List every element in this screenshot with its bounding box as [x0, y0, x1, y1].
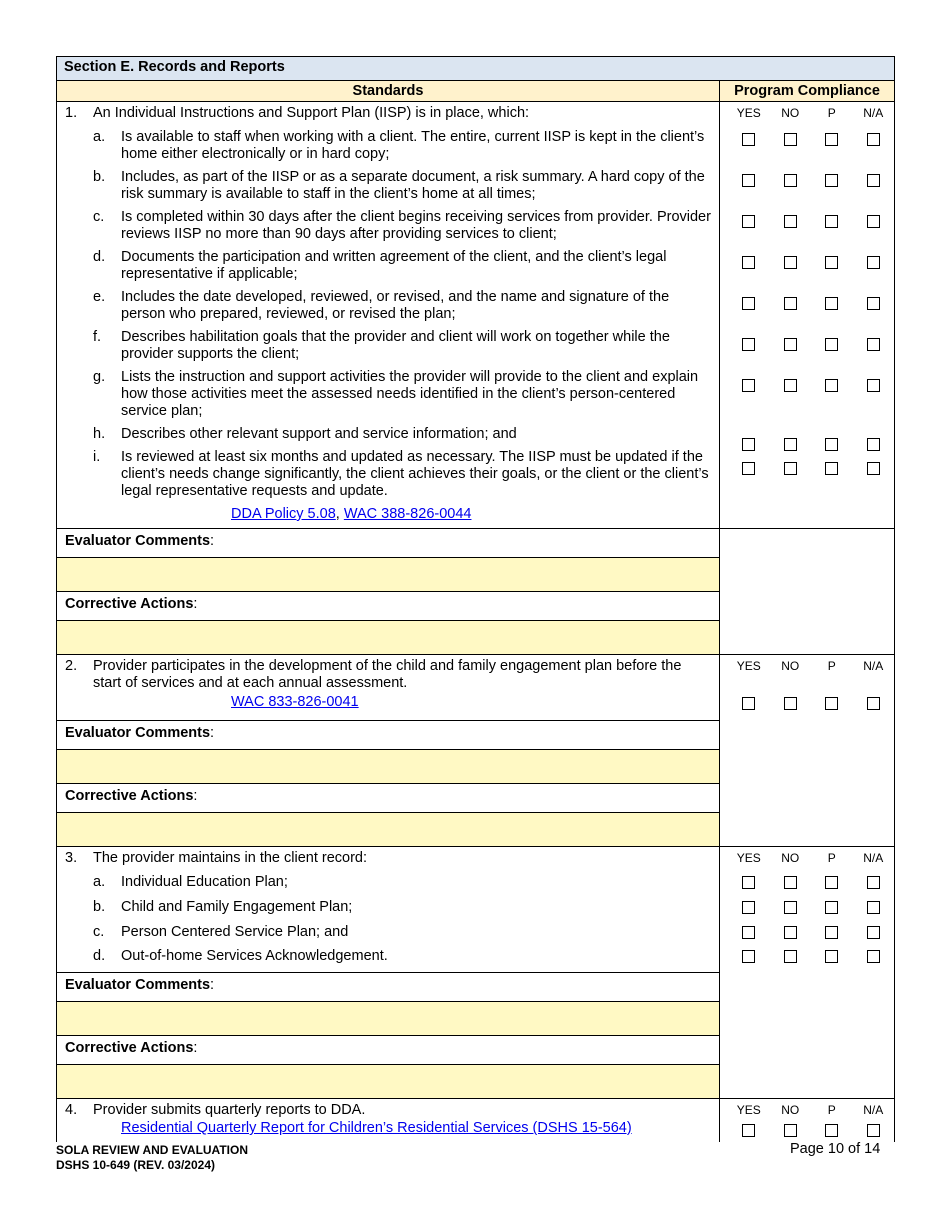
checkbox-na[interactable]	[867, 338, 880, 351]
item-1-compliance	[720, 102, 895, 529]
sub-text: Is completed within 30 days after the client begins receiving services from provider. Provider reviews IISP no more than 90 days after providing services to client;	[121, 209, 711, 242]
form-page	[56, 56, 894, 1142]
link-separator: ,	[335, 506, 344, 522]
sub-text: Includes, as part of the IISP or as a separate document, a risk summary. A hard copy of the risk summary is available to staff in the client’s home at all times;	[121, 169, 705, 202]
label-colon: :	[210, 533, 215, 549]
checkbox-p[interactable]	[825, 697, 838, 710]
checkbox-p[interactable]	[825, 133, 838, 146]
item-2-corrective-actions-label	[57, 784, 720, 813]
item-2-evaluator-comments-field[interactable]	[57, 750, 720, 784]
no-label: NO	[781, 851, 800, 865]
p-label: P	[827, 851, 836, 865]
item-1-evaluator-comments-field[interactable]	[57, 558, 720, 592]
checkbox-na[interactable]	[867, 174, 880, 187]
item-1-standard	[57, 102, 720, 529]
sub-text: Includes the date developed, reviewed, or revised, and the name and signature of the person who prepared, reviewed, or revised the plan;	[121, 289, 670, 322]
sub-text: Describes habilitation goals that the provider and client will work on together while the provider supports the client;	[121, 329, 670, 362]
item-text: Provider participates in the development of the child and family engagement plan before the start of services and at each annual assessment.	[93, 658, 682, 691]
no-label: NO	[781, 659, 800, 673]
checkbox-group-1f	[728, 336, 894, 352]
section-title: Section E. Records and Reports	[57, 57, 895, 81]
checkbox-no[interactable]	[784, 462, 797, 475]
wac-link[interactable]: WAC 388-826-0044	[343, 506, 472, 522]
item-number: 4.	[65, 1102, 78, 1118]
label-text: Evaluator Comments	[65, 977, 211, 993]
item-number: 1.	[65, 105, 78, 121]
checkbox-p[interactable]	[825, 438, 838, 451]
sub-letter: d.	[93, 948, 106, 964]
checkbox-no[interactable]	[784, 256, 797, 269]
checkbox-group-3d	[728, 948, 894, 964]
item-2-evaluator-comments-label	[57, 721, 720, 750]
label-colon: :	[210, 977, 215, 993]
quarterly-report-link[interactable]: Residential Quarterly Report for Children’s Residential Services (DSHS 15-564)	[121, 1120, 632, 1136]
checkbox-no[interactable]	[784, 133, 797, 146]
item-text: Provider submits quarterly reports to DDA.	[93, 1102, 366, 1118]
checkbox-na[interactable]	[867, 297, 880, 310]
sub-letter: e.	[93, 289, 106, 305]
item-text: An Individual Instructions and Support Plan (IISP) is in place, which:	[93, 105, 530, 121]
option-header	[728, 658, 894, 674]
yes-label: YES	[736, 851, 761, 865]
checkbox-group-4	[728, 1122, 894, 1138]
label-text: Corrective Actions	[65, 596, 194, 612]
checkbox-na[interactable]	[867, 950, 880, 963]
checkbox-no[interactable]	[784, 215, 797, 228]
label-text: Corrective Actions	[65, 788, 194, 804]
checkbox-p[interactable]	[825, 1124, 838, 1137]
label-colon: :	[193, 1040, 198, 1056]
sub-letter: b.	[93, 899, 106, 915]
checkbox-yes[interactable]	[742, 926, 755, 939]
checkbox-p[interactable]	[825, 174, 838, 187]
checkbox-na[interactable]	[867, 462, 880, 475]
item-4-references	[65, 1120, 711, 1137]
yes-label: YES	[736, 659, 761, 673]
item-1-right-blank	[720, 529, 895, 655]
sub-text: Individual Education Plan;	[121, 874, 288, 890]
checkbox-p[interactable]	[825, 926, 838, 939]
item-1-corrective-actions-field[interactable]	[57, 621, 720, 655]
sub-text: Out-of-home Services Acknowledgement.	[121, 948, 388, 964]
wac-link[interactable]: WAC 833-826-0041	[231, 694, 359, 710]
sub-text: Describes other relevant support and service information; and	[121, 426, 517, 442]
item-3-corrective-actions-field[interactable]	[57, 1065, 720, 1099]
p-label: P	[827, 106, 836, 120]
checkbox-yes[interactable]	[742, 215, 755, 228]
checkbox-p[interactable]	[825, 215, 838, 228]
p-label: P	[827, 659, 836, 673]
checkbox-no[interactable]	[784, 297, 797, 310]
item-3-standard	[57, 847, 720, 973]
checkbox-group-1b	[728, 172, 894, 188]
checkbox-yes[interactable]	[742, 876, 755, 889]
checkbox-p[interactable]	[825, 876, 838, 889]
checkbox-no[interactable]	[784, 697, 797, 710]
sub-text: Child and Family Engagement Plan;	[121, 899, 353, 915]
checkbox-yes[interactable]	[742, 256, 755, 269]
checkbox-no[interactable]	[784, 379, 797, 392]
item-2-standard	[57, 655, 720, 721]
checkbox-group-2	[728, 695, 894, 711]
checkbox-no[interactable]	[784, 438, 797, 451]
checkbox-no[interactable]	[784, 1124, 797, 1137]
item-1-corrective-actions-label	[57, 592, 720, 621]
checkbox-p[interactable]	[825, 462, 838, 475]
checkbox-na[interactable]	[867, 133, 880, 146]
checkbox-no[interactable]	[784, 901, 797, 914]
sub-letter: c.	[93, 209, 105, 225]
checkbox-yes[interactable]	[742, 133, 755, 146]
sub-letter: f.	[93, 329, 102, 345]
item-text: The provider maintains in the client record:	[93, 850, 368, 866]
footer-form-id: DSHS 10-649 (REV. 03/2024)	[56, 1158, 215, 1172]
item-2-references	[65, 694, 711, 711]
checkbox-group-1d	[728, 254, 894, 270]
sub-text: Person Centered Service Plan; and	[121, 924, 349, 940]
checkbox-p[interactable]	[825, 338, 838, 351]
item-2-corrective-actions-field[interactable]	[57, 813, 720, 847]
checkbox-no[interactable]	[784, 926, 797, 939]
yes-label: YES	[736, 1103, 761, 1117]
item-3-evaluator-comments-label	[57, 973, 720, 1002]
na-label: N/A	[863, 106, 884, 120]
checkbox-na[interactable]	[867, 926, 880, 939]
item-3-evaluator-comments-field[interactable]	[57, 1002, 720, 1036]
checkbox-yes[interactable]	[742, 950, 755, 963]
checkbox-group-1g	[728, 377, 894, 393]
no-label: NO	[781, 1103, 800, 1117]
checkbox-no[interactable]	[784, 174, 797, 187]
compliance-header: Program Compliance	[720, 81, 895, 102]
compliance-table	[56, 56, 895, 1142]
na-label: N/A	[863, 1103, 884, 1117]
checkbox-p[interactable]	[825, 297, 838, 310]
label-colon: :	[193, 788, 198, 804]
checkbox-group-3c	[728, 924, 894, 940]
checkbox-na[interactable]	[867, 697, 880, 710]
checkbox-yes[interactable]	[742, 438, 755, 451]
na-label: N/A	[863, 659, 884, 673]
dda-policy-link[interactable]: DDA Policy 5.08	[231, 506, 336, 522]
option-header	[728, 1102, 894, 1118]
item-1-references	[65, 506, 711, 523]
checkbox-na[interactable]	[867, 215, 880, 228]
label-text: Evaluator Comments	[65, 533, 211, 549]
checkbox-yes[interactable]	[742, 901, 755, 914]
checkbox-no[interactable]	[784, 338, 797, 351]
checkbox-no[interactable]	[784, 950, 797, 963]
na-label: N/A	[863, 851, 884, 865]
sub-letter: g.	[93, 369, 106, 385]
item-number: 2.	[65, 658, 78, 674]
label-colon: :	[210, 725, 215, 741]
sub-letter: d.	[93, 249, 106, 265]
checkbox-p[interactable]	[825, 950, 838, 963]
standards-header: Standards	[57, 81, 720, 102]
checkbox-group-1c	[728, 213, 894, 229]
checkbox-yes[interactable]	[742, 297, 755, 310]
checkbox-na[interactable]	[867, 876, 880, 889]
checkbox-p[interactable]	[825, 256, 838, 269]
checkbox-group-1h	[728, 436, 894, 452]
p-label: P	[827, 1103, 836, 1117]
sub-letter: b.	[93, 169, 106, 185]
label-text: Corrective Actions	[65, 1040, 194, 1056]
footer-form-name: SOLA REVIEW AND EVALUATION	[56, 1143, 248, 1157]
sub-letter: h.	[93, 426, 106, 442]
checkbox-yes[interactable]	[742, 379, 755, 392]
option-header	[728, 105, 894, 121]
checkbox-na[interactable]	[867, 379, 880, 392]
sub-text: Is reviewed at least six months and updated as necessary. The IISP must be updated if the client’s needs change significantly, the client achieves their goals, or the client or the client’s legal representative requests and update.	[121, 449, 709, 499]
option-header	[728, 850, 894, 866]
sub-letter: c.	[93, 924, 105, 940]
checkbox-na[interactable]	[867, 256, 880, 269]
checkbox-group-3a	[728, 874, 894, 890]
item-3-corrective-actions-label	[57, 1036, 720, 1065]
checkbox-group-1i	[728, 460, 894, 476]
checkbox-yes[interactable]	[742, 1124, 755, 1137]
sub-text: Lists the instruction and support activities the provider will provide to the client and explain how those activities meet the assessed needs identified in the client’s person-centered service plan;	[121, 369, 699, 419]
checkbox-group-1e	[728, 295, 894, 311]
checkbox-yes[interactable]	[742, 338, 755, 351]
sub-text: Documents the participation and written agreement of the client, and the client’s legal representative if applicable;	[121, 249, 667, 282]
checkbox-na[interactable]	[867, 1124, 880, 1137]
footer-form-info	[56, 1143, 248, 1173]
yes-label: YES	[736, 106, 761, 120]
checkbox-p[interactable]	[825, 901, 838, 914]
item-4-standard	[57, 1099, 720, 1143]
sub-text: Is available to staff when working with a client. The entire, current IISP is kept in the client’s home either electronically or in hard copy;	[121, 129, 705, 162]
checkbox-p[interactable]	[825, 379, 838, 392]
checkbox-group-3b	[728, 899, 894, 915]
item-3-compliance	[720, 847, 895, 1099]
sub-letter: a.	[93, 874, 106, 890]
checkbox-group-1a	[728, 131, 894, 147]
label-colon: :	[193, 596, 198, 612]
sub-letter: a.	[93, 129, 106, 145]
checkbox-yes[interactable]	[742, 462, 755, 475]
no-label: NO	[781, 106, 800, 120]
item-1-evaluator-comments-label	[57, 529, 720, 558]
checkbox-na[interactable]	[867, 901, 880, 914]
checkbox-no[interactable]	[784, 876, 797, 889]
item-4-compliance	[720, 1099, 895, 1143]
item-2-compliance	[720, 655, 895, 847]
checkbox-yes[interactable]	[742, 174, 755, 187]
label-text: Evaluator Comments	[65, 725, 211, 741]
checkbox-na[interactable]	[867, 438, 880, 451]
footer-page-number: Page 10 of 14	[790, 1141, 881, 1157]
checkbox-yes[interactable]	[742, 697, 755, 710]
item-number: 3.	[65, 850, 78, 866]
sub-letter: i.	[93, 449, 101, 465]
